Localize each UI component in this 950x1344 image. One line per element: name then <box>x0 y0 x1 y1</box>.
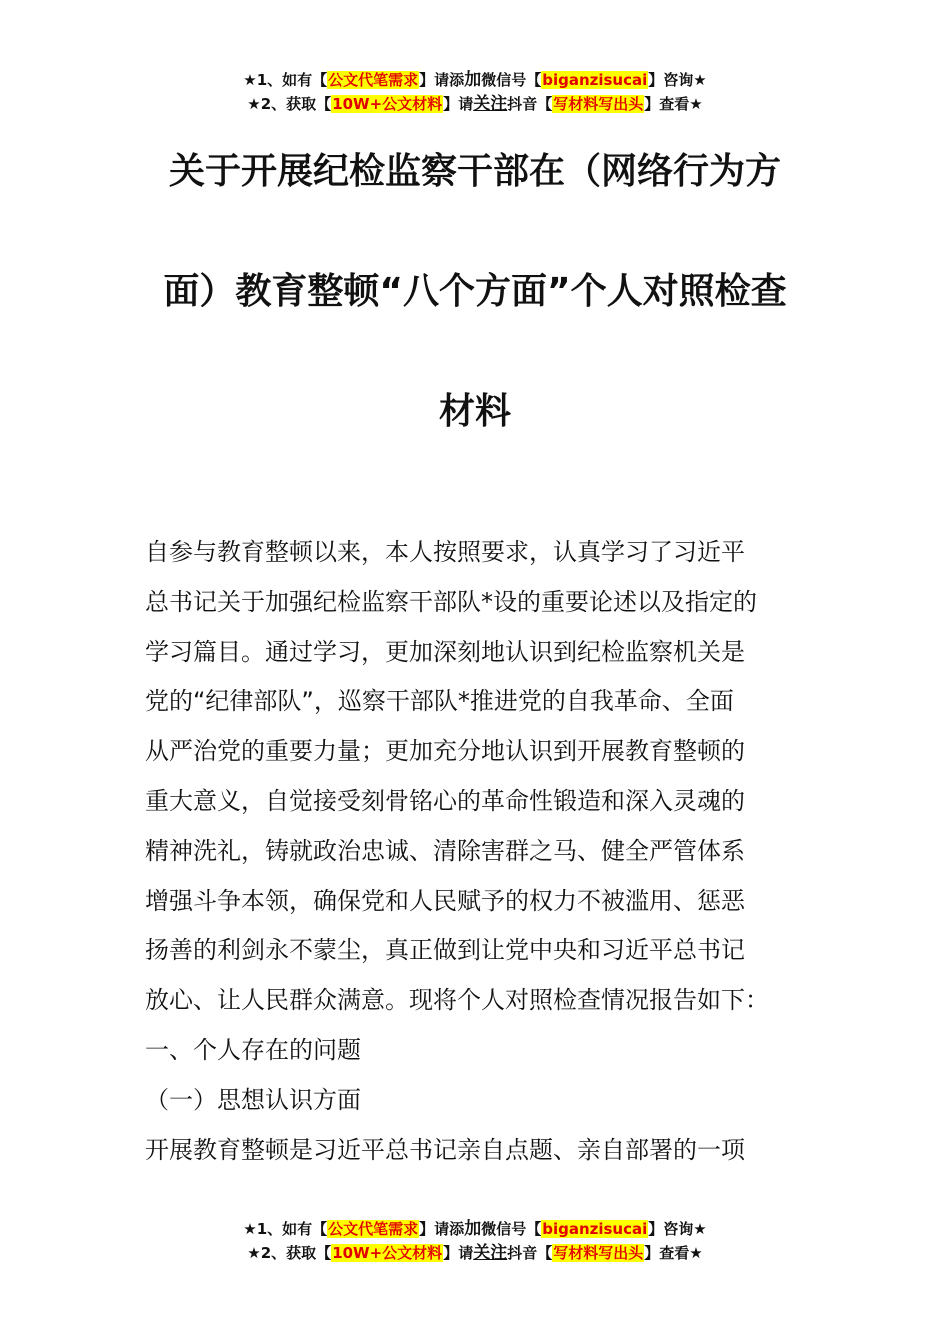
banner-text: ★1、如有【 <box>243 71 328 89</box>
banner-text: 】请 <box>443 1244 474 1262</box>
banner-text: 】查看★ <box>644 1244 703 1262</box>
banner-text-emphasis: 加 <box>464 70 482 90</box>
subsection-heading: （一）思想认识方面 <box>145 1085 361 1114</box>
body-line: 扬善的利剑永不蒙尘，真正做到让党中央和习近平总书记 <box>145 936 745 965</box>
banner-highlight-douyin: 写材料写出头 <box>553 1244 644 1262</box>
banner-highlight-wechat-id: biganzisucai <box>542 71 648 89</box>
banner-text: 抖音【 <box>507 1244 553 1262</box>
banner-text: 】咨询★ <box>648 1220 707 1238</box>
body-line: 精神洗礼，铸就政治忠诚、清除害群之马、健全严管体系 <box>145 836 745 865</box>
banner-text: 】查看★ <box>644 95 703 113</box>
document-title-line-1: 关于开展纪检监察干部在（网络行为方 <box>168 151 781 192</box>
banner-text-emphasis: 关注 <box>473 94 508 114</box>
footer-banner <box>0 1217 950 1265</box>
body-line: 重大意义，自觉接受刻骨铭心的革命性锻造和深入灵魂的 <box>145 786 745 815</box>
banner-text: 】请 <box>443 95 474 113</box>
banner-text-emphasis: 关注 <box>473 1243 508 1263</box>
banner-highlight-service: 公文代笔需求 <box>328 1220 419 1238</box>
banner-highlight-service: 公文代笔需求 <box>328 71 419 89</box>
banner-text: ★2、获取【 <box>247 1244 332 1262</box>
body-line: 开展教育整顿是习近平总书记亲自点题、亲自部署的一项 <box>145 1135 745 1164</box>
banner-text-emphasis: 加 <box>464 1219 482 1239</box>
header-banner <box>0 68 950 116</box>
banner-text: 】请添 <box>419 71 465 89</box>
banner-text: ★2、获取【 <box>247 95 332 113</box>
body-line: 总书记关于加强纪检监察干部队*设的重要论述以及指定的 <box>145 587 757 616</box>
banner-text: 微信号【 <box>481 1220 542 1238</box>
banner-highlight-douyin: 写材料写出头 <box>553 95 644 113</box>
banner-highlight-materials: 10W+公文材料 <box>332 95 443 113</box>
banner-text: 抖音【 <box>507 95 553 113</box>
banner-text: 微信号【 <box>481 71 542 89</box>
body-line: 增强斗争本领，确保党和人民赋予的权力不被滥用、惩恶 <box>145 886 745 915</box>
document-title-line-3: 材料 <box>438 391 511 432</box>
body-line: 自参与教育整顿以来，本人按照要求，认真学习了习近平 <box>145 538 745 566</box>
banner-line-1 <box>0 1217 950 1241</box>
banner-line-2 <box>0 1241 950 1265</box>
banner-line-2 <box>0 92 950 116</box>
banner-text: 】请添 <box>419 1220 465 1238</box>
body-line: 从严治党的重要力量；更加充分地认识到开展教育整顿的 <box>145 737 745 766</box>
banner-highlight-materials: 10W+公文材料 <box>332 1244 443 1262</box>
document-title-line-2: 面）教育整顿“八个方面”个人对照检查 <box>163 271 787 312</box>
banner-line-1 <box>0 68 950 92</box>
body-line: 党的“纪律部队”，巡察干部队*推进党的自我革命、全面 <box>145 687 734 716</box>
section-heading: 一、个人存在的问题 <box>145 1035 361 1064</box>
document-body <box>145 528 815 1175</box>
body-line: 学习篇目。通过学习，更加深刻地认识到纪检监察机关是 <box>145 637 745 666</box>
banner-highlight-wechat-id: biganzisucai <box>542 1220 648 1238</box>
banner-text: ★1、如有【 <box>243 1220 328 1238</box>
banner-text: 】咨询★ <box>648 71 707 89</box>
body-line: 放心、让人民群众满意。现将个人对照检查情况报告如下： <box>145 986 769 1015</box>
